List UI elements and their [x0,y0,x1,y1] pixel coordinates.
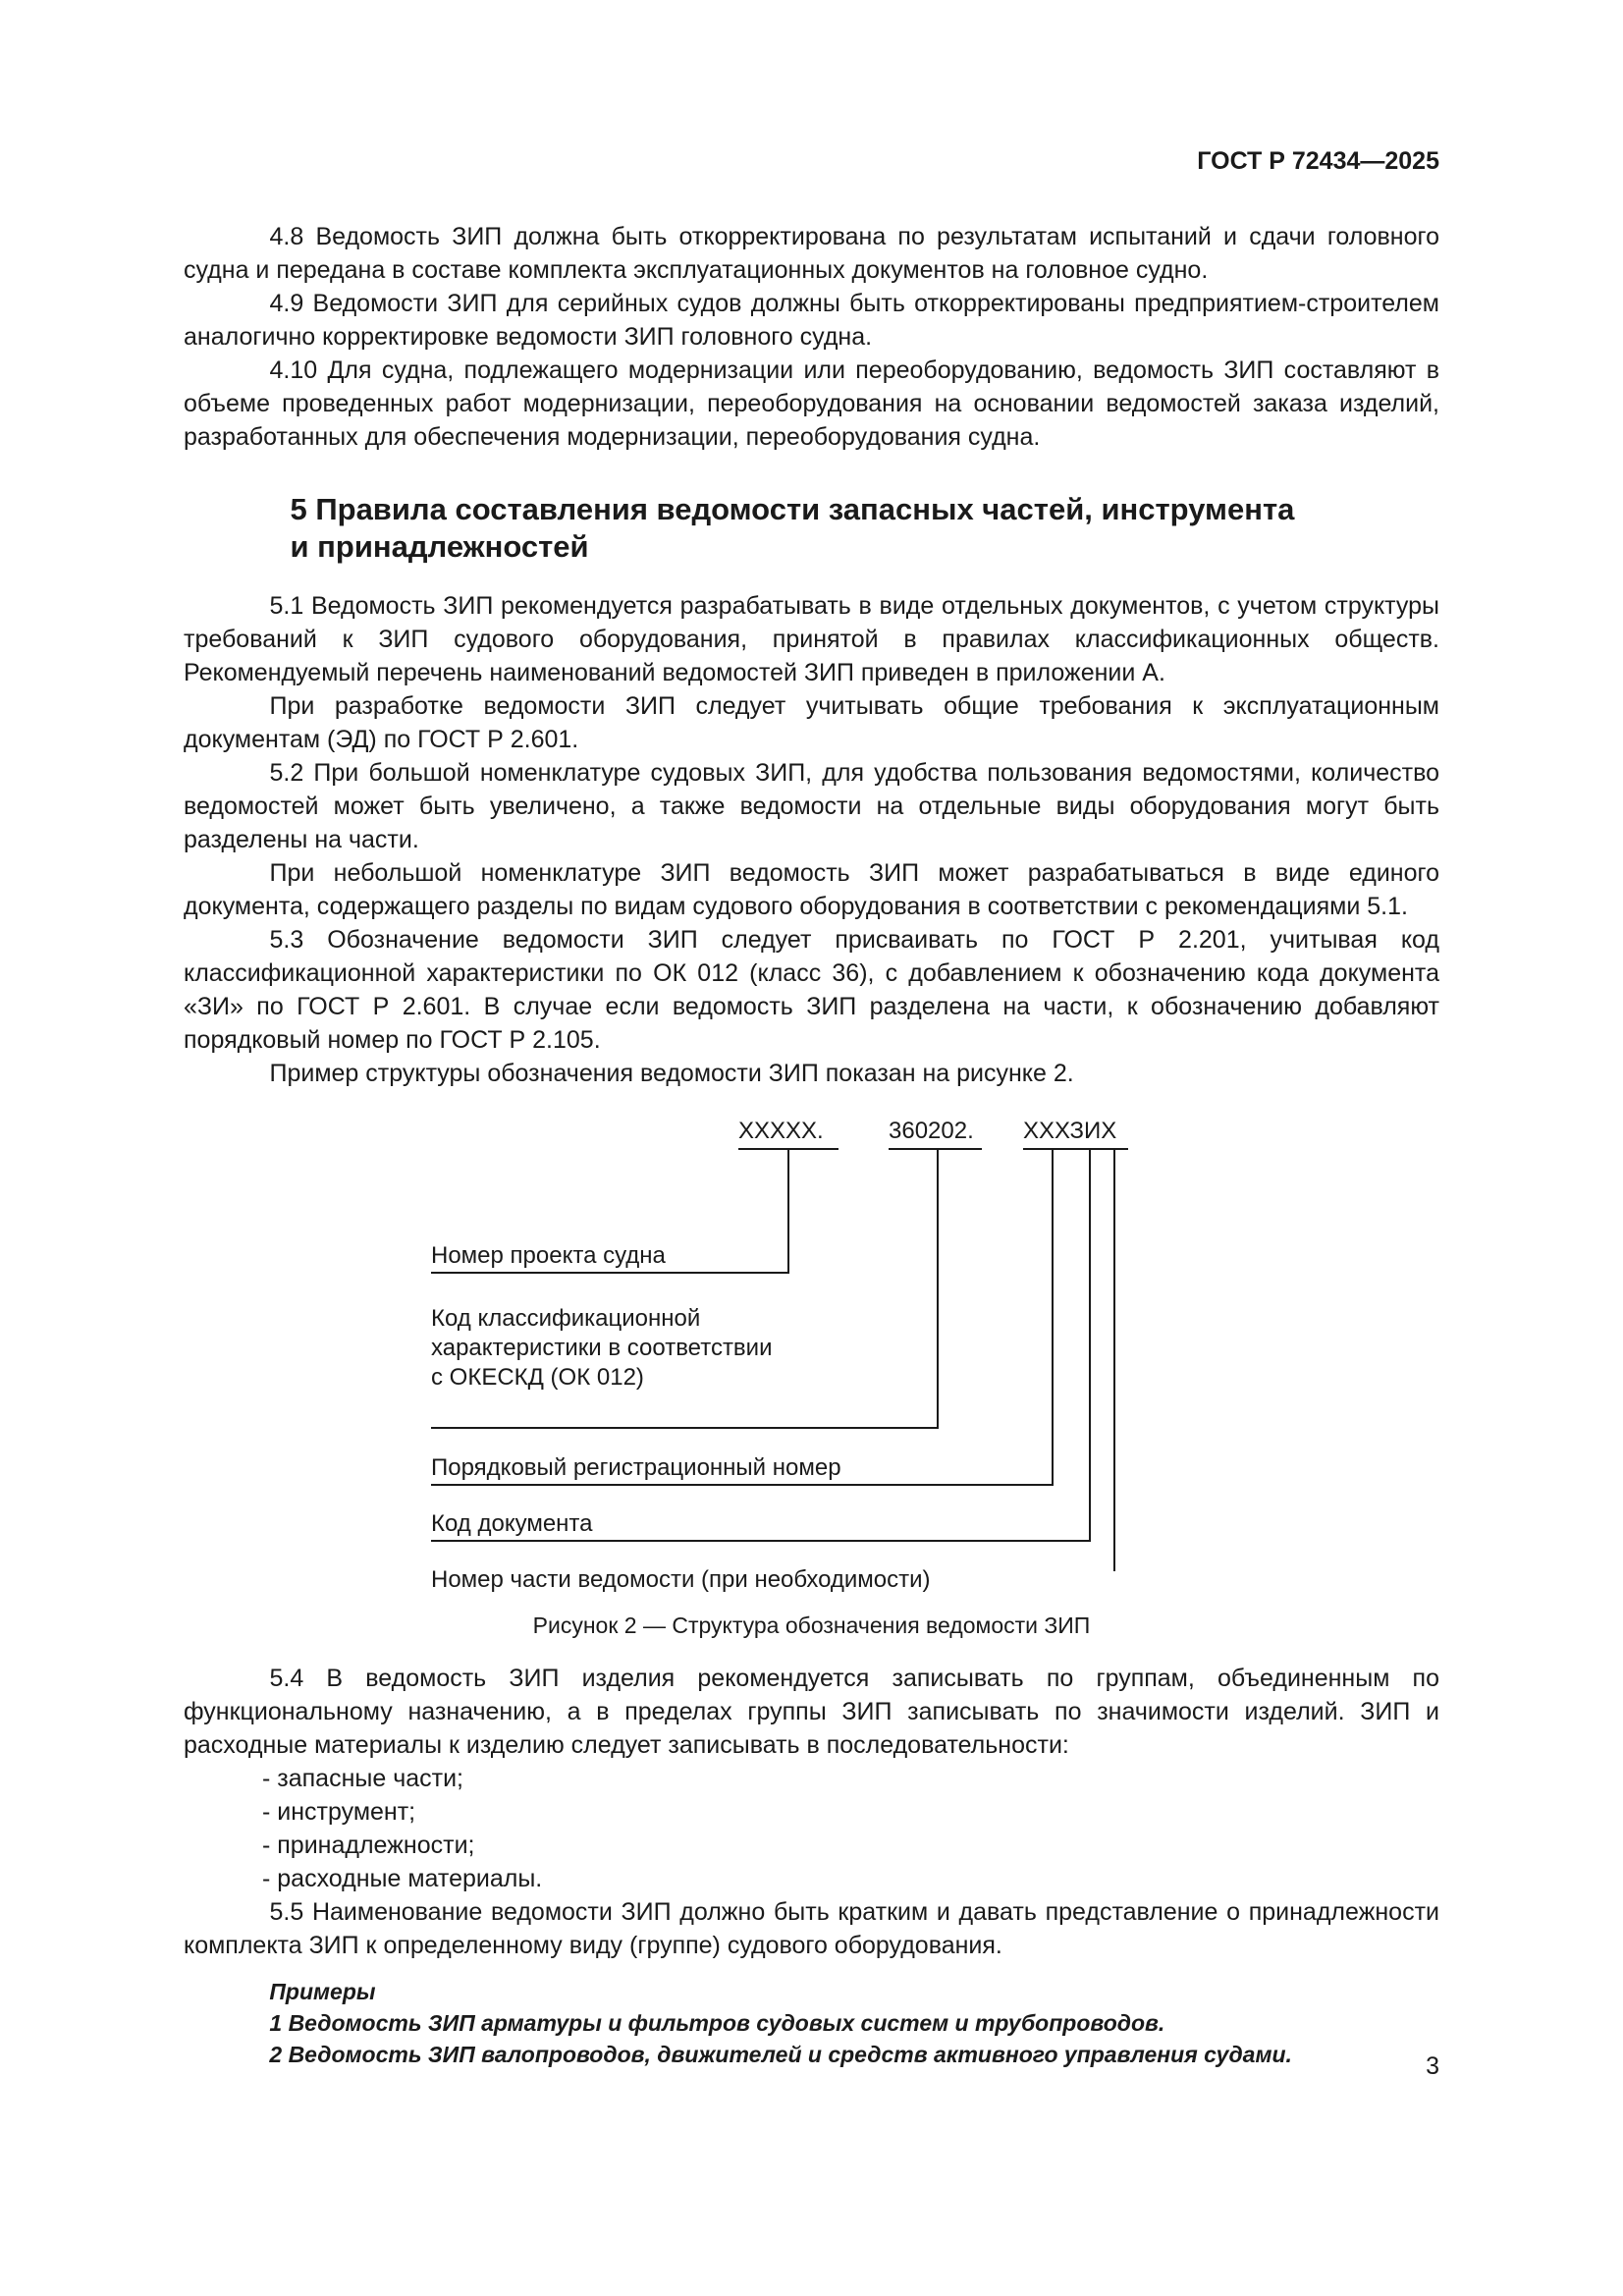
paragraph-5-2: 5.2 При большой номенклатуре судовых ЗИП, для удобства пользования ведомостями, количество ведомостей может быть увеличено, а также ведомости на отдельные виды оборудования могут быть разделены на части. [184,759,1439,853]
figure-label-registration-number: Порядковый регистрационный номер [431,1454,841,1481]
figure-label-project-number: Номер проекта судна [431,1242,666,1269]
example-line-2: 2 Ведомость ЗИП валопроводов, движителей и средств активного управления судами. [269,2042,1292,2067]
paragraph-5-3: 5.3 Обозначение ведомости ЗИП следует присваивать по ГОСТ Р 2.201, учитывая код классификационной характеристики по ОК 012 (класс 36), с добавлением к обозначению кода документа «ЗИ» по ГОСТ Р 2.601. В случае если ведомость ЗИП разделена на части, к обозначению добавляют порядковый номер по ГОСТ Р 2.105. [184,926,1439,1054]
paragraph-5-4: 5.4 В ведомость ЗИП изделия рекомендуется записывать по группам, объединенным по функциональному назначению, а в пределах группы ЗИП записывать по значимости изделий. ЗИП и расходные материалы к изделию следует записывать в последовательности: [184,1665,1439,1759]
figure-label-classification-line3: с ОКЕСКД (ОК 012) [431,1364,644,1391]
paragraph-5-1-ed: При разработке ведомости ЗИП следует учитывать общие требования к эксплуатационным документам (ЭД) по ГОСТ Р 2.601. [184,692,1439,753]
paragraph-5-1: 5.1 Ведомость ЗИП рекомендуется разрабатывать в виде отдельных документов, с учетом структуры требований к ЗИП судового оборудования, принятой в правилах классификационных обществ. Рекомендуемый перечень наименований ведомостей ЗИП приведен в приложении А. [184,592,1439,686]
paragraph-4-9: 4.9 Ведомости ЗИП для серийных судов должны быть откорректированы предприятием-строителем аналогично корректировке ведомости ЗИП головного судна. [184,290,1439,351]
list-item-spare-parts: - запасные части; [262,1765,463,1792]
page-content [184,220,1439,2070]
figure-code-document: ХХХЗИХ [1023,1118,1117,1144]
list-item-tools: - инструмент; [262,1798,416,1826]
examples-title: Примеры [269,1979,376,2004]
figure-code-project: ХХХХХ. [738,1118,824,1144]
paragraph-4-8: 4.8 Ведомость ЗИП должна быть откорректирована по результатам испытаний и сдачи головного судна и передана в составе комплекта эксплуатационных документов на головное судно. [184,223,1439,284]
figure-code-classification: 360202. [889,1118,974,1144]
figure-label-part-number: Номер части ведомости (при необходимости) [431,1566,931,1593]
example-line-1: 1 Ведомость ЗИП арматуры и фильтров судовых систем и трубопроводов. [269,2010,1165,2036]
figure-2-caption: Рисунок 2 — Структура обозначения ведомости ЗИП [532,1613,1091,1638]
section-5-heading [184,491,1439,566]
figure-label-classification-line2: характеристики в соответствии [431,1335,773,1361]
list-item-consumables: - расходные материалы. [262,1865,543,1892]
list-item-accessories: - принадлежности; [262,1831,475,1859]
page-number: 3 [1426,2052,1439,2080]
figure-label-classification-code [431,1304,773,1393]
figure-label-document-code: Код документа [431,1510,593,1537]
figure-label-classification-line1: Код классификационной [431,1305,701,1332]
paragraph-4-10: 4.10 Для судна, подлежащего модернизации или переоборудованию, ведомость ЗИП составляют в объеме проведенных работ модернизации, переоборудования на основании ведомостей заказа изделий, разработанных для обеспечения модернизации, переоборудования судна. [184,356,1439,451]
paragraph-5-5: 5.5 Наименование ведомости ЗИП должно быть кратким и давать представление о принадлежности комплекта ЗИП к определенному виду (группе) судового оборудования. [184,1898,1439,1959]
section-5-heading-line1: 5 Правила составления ведомости запасных частей, инструмента [290,492,1295,526]
paragraph-5-3-example: Пример структуры обозначения ведомости ЗИП показан на рисунке 2. [269,1060,1074,1087]
figure-2-connector-lines [184,1100,1439,1571]
section-5-heading-line2: и принадлежностей [290,529,589,564]
paragraph-5-2-small: При небольшой номенклатуре ЗИП ведомость ЗИП может разрабатываться в виде единого документа, содержащего разделы по видам судового оборудования в соответствии с рекомендациями 5.1. [184,859,1439,920]
document-standard-header: ГОСТ Р 72434—2025 [1197,147,1439,175]
figure-2-structure-diagram [184,1100,1439,1650]
